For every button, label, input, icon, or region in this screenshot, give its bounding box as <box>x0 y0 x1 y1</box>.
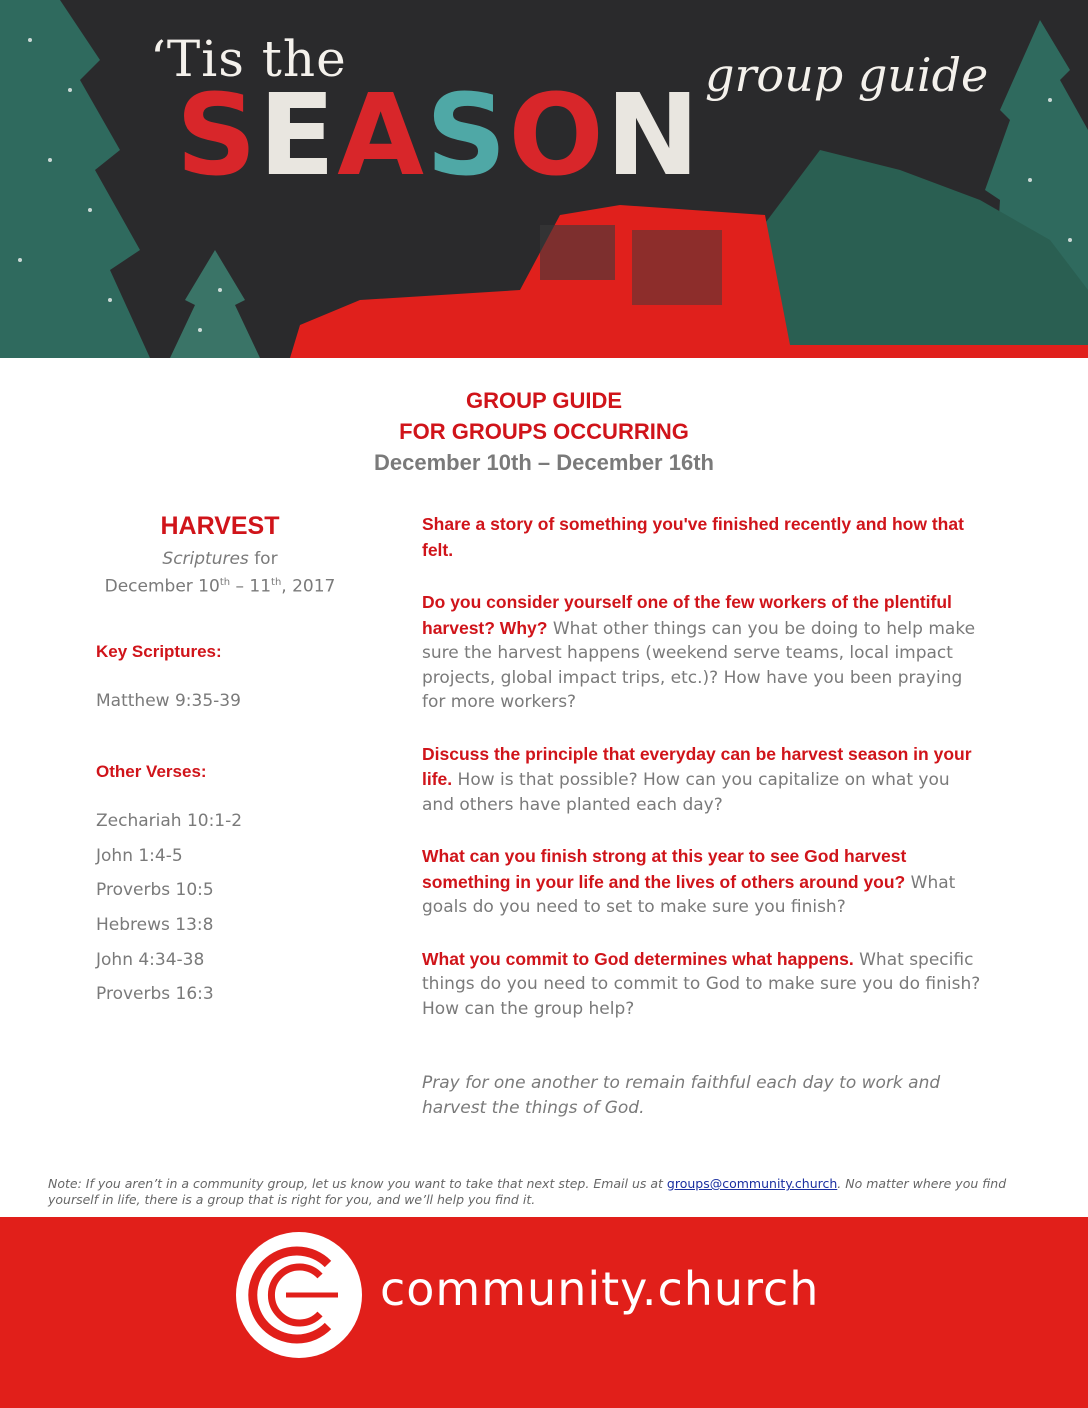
date-suffix: , 2017 <box>281 576 336 597</box>
question <box>422 947 982 1022</box>
sidebar <box>70 512 370 599</box>
other-verse: Proverbs 16:3 <box>96 984 214 1004</box>
question-body: What specific things do you need to commit to God to make sure you do finish? How can the group help? <box>422 949 981 1019</box>
question-lead: Do you consider yourself one of the few workers of the plentiful harvest? Why? <box>422 592 952 638</box>
season-letter: S <box>176 71 259 201</box>
question-body: How is that possible? How can you capitalize on what you and others have planted each day? <box>422 770 950 815</box>
question <box>422 844 982 920</box>
other-verses-heading: Other Verses: <box>96 762 207 781</box>
brand-name: community.church <box>380 1262 820 1316</box>
tis-the-text: ‘Tis the <box>150 30 347 88</box>
date-sup: th <box>219 577 231 588</box>
guide-dates: December 10th – December 16th <box>374 450 714 475</box>
other-verse: John 1:4-5 <box>96 846 183 866</box>
other-verse: Hebrews 13:8 <box>96 915 214 935</box>
series-title: HARVEST <box>160 512 280 540</box>
note-text-end: . No matter where you find yourself in life, there is a group that is right for you, and we’ll help you find it. <box>48 1176 1007 1207</box>
group-guide-text: group guide <box>705 48 989 102</box>
season-letter: S <box>425 71 509 201</box>
date-mid: – 11 <box>230 576 272 597</box>
prayer-prompt: Pray for one another to remain faithful each day to work and harvest the things of God. <box>422 1073 941 1118</box>
other-verse: Zechariah 10:1-2 <box>96 811 243 831</box>
key-scriptures-heading: Key Scriptures: <box>96 642 222 661</box>
date-prefix: December 10 <box>104 576 220 597</box>
discussion-questions <box>422 512 982 1048</box>
season-letter: E <box>258 71 338 201</box>
question-body: What other things can you be doing to help make sure the harvest happens (weekend serve teams, local impact projects, global impact trips, etc.)? How have you been praying for more workers? <box>422 618 976 712</box>
community-church-logo <box>236 1232 362 1358</box>
question-lead: What can you finish strong at this year to see God harvest something in your life and the lives of others around you? <box>422 846 907 892</box>
other-verse: Proverbs 10:5 <box>96 880 214 900</box>
season-letter: A <box>337 71 426 201</box>
season-letter: N <box>605 71 702 201</box>
for-word: for <box>248 549 278 569</box>
question-body: What goals do you need to set to make sure you finish? <box>422 872 956 917</box>
footer-note <box>48 1176 1058 1208</box>
note-text: Note: If you aren’t in a community group, let us know you want to take that next step. Email us at <box>48 1176 667 1191</box>
season-title <box>176 71 702 201</box>
date-sup: th <box>271 577 282 588</box>
season-letter: O <box>508 71 606 201</box>
question <box>422 742 982 818</box>
question-lead: Share a story of something you've finished recently and how that felt. <box>422 514 964 560</box>
question-lead: Discuss the principle that everyday can be harvest season in your life. <box>422 743 972 789</box>
guide-title: GROUP GUIDE <box>465 388 623 413</box>
question-lead: What you commit to God determines what happens. <box>422 948 854 969</box>
email-link[interactable]: groups@community.church <box>666 1176 838 1191</box>
key-verse: Matthew 9:35-39 <box>96 691 241 711</box>
question <box>422 590 982 715</box>
other-verse: John 4:34-38 <box>96 950 205 970</box>
question <box>422 512 982 563</box>
scriptures-word: Scriptures <box>162 549 249 569</box>
header-banner <box>0 0 1088 358</box>
scripture-dates <box>70 547 370 599</box>
guide-subtitle: FOR GROUPS OCCURRING <box>399 419 689 444</box>
